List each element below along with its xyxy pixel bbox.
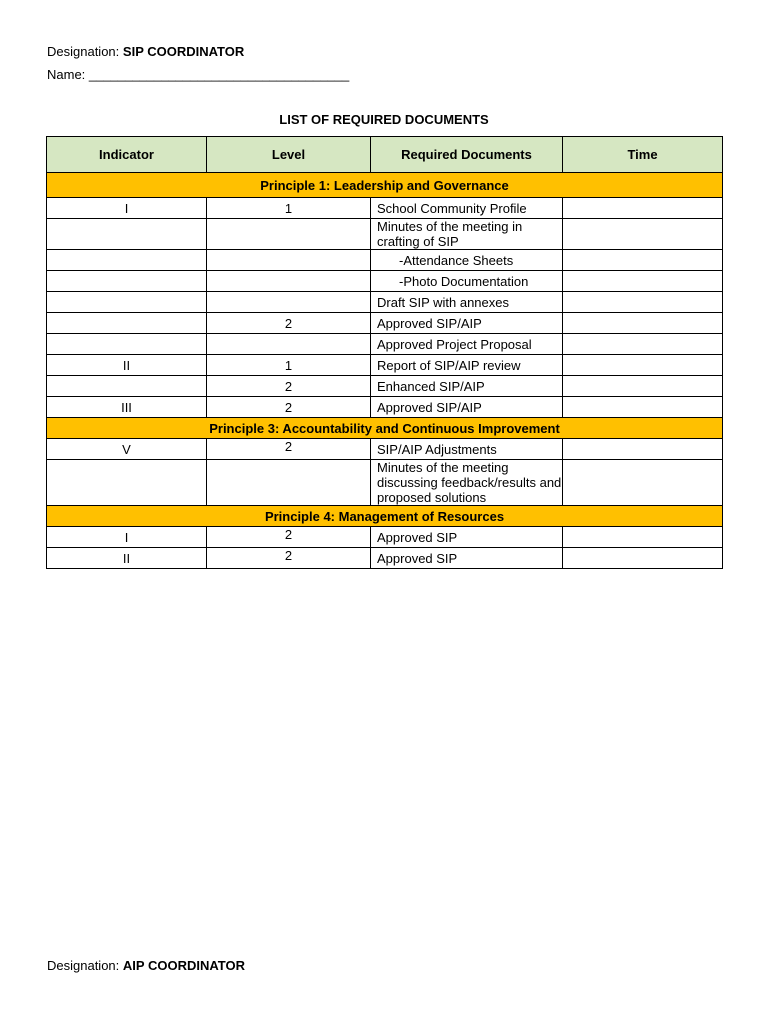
table-row <box>47 527 723 548</box>
indicator-cell <box>47 250 207 271</box>
indicator-cell <box>47 460 207 506</box>
indicator-cell <box>47 292 207 313</box>
indicator-cell <box>47 334 207 355</box>
table-row <box>47 271 723 292</box>
document-cell: Approved SIP/AIP <box>371 313 563 334</box>
document-cell: School Community Profile <box>371 198 563 219</box>
time-cell <box>563 250 723 271</box>
level-cell: 2 <box>207 439 371 460</box>
header-level: Level <box>207 137 371 173</box>
required-documents-table <box>46 136 723 569</box>
time-cell <box>563 271 723 292</box>
document-cell: Draft SIP with annexes <box>371 292 563 313</box>
level-cell <box>207 219 371 250</box>
table-row <box>47 292 723 313</box>
time-cell <box>563 439 723 460</box>
table-row <box>47 548 723 569</box>
document-cell: Approved SIP <box>371 527 563 548</box>
table-row <box>47 250 723 271</box>
indicator-cell: I <box>47 198 207 219</box>
time-cell <box>563 292 723 313</box>
document-cell: Minutes of the meeting discussing feedback/results and proposed solutions <box>371 460 563 506</box>
level-cell: 2 <box>207 548 371 569</box>
table-row <box>47 219 723 250</box>
table-row <box>47 460 723 506</box>
table-row <box>47 313 723 334</box>
footer-designation-line <box>47 958 245 973</box>
indicator-cell: III <box>47 397 207 418</box>
indicator-cell: II <box>47 355 207 376</box>
principle-row <box>47 506 723 527</box>
principle-4-heading: Principle 4: Management of Resources <box>47 506 723 527</box>
level-cell <box>207 334 371 355</box>
level-cell: 2 <box>207 397 371 418</box>
designation-value: SIP COORDINATOR <box>122 44 245 59</box>
document-cell: -Photo Documentation <box>371 271 563 292</box>
designation-value: AIP COORDINATOR <box>122 958 245 973</box>
time-cell <box>563 355 723 376</box>
time-cell <box>563 334 723 355</box>
time-cell <box>563 313 723 334</box>
table-row <box>47 198 723 219</box>
table-row <box>47 334 723 355</box>
table-row <box>47 397 723 418</box>
time-cell <box>563 219 723 250</box>
level-cell: 2 <box>207 527 371 548</box>
indicator-cell <box>47 376 207 397</box>
indicator-cell: II <box>47 548 207 569</box>
designation-line <box>47 44 244 59</box>
indicator-cell <box>47 271 207 292</box>
time-cell <box>563 548 723 569</box>
header-time: Time <box>563 137 723 173</box>
time-cell <box>563 397 723 418</box>
header-indicator: Indicator <box>47 137 207 173</box>
document-cell: -Attendance Sheets <box>371 250 563 271</box>
name-blank: ____________________________________ <box>88 67 350 82</box>
time-cell <box>563 198 723 219</box>
indicator-cell <box>47 219 207 250</box>
level-cell <box>207 460 371 506</box>
principle-3-heading: Principle 3: Accountability and Continuous Improvement <box>47 418 723 439</box>
document-cell: Approved SIP <box>371 548 563 569</box>
document-cell: Minutes of the meeting in crafting of SIP <box>371 219 563 250</box>
principle-1-heading: Principle 1: Leadership and Governance <box>47 173 723 198</box>
document-cell: Enhanced SIP/AIP <box>371 376 563 397</box>
indicator-cell <box>47 313 207 334</box>
table-row <box>47 376 723 397</box>
level-cell <box>207 292 371 313</box>
designation-label: Designation: <box>47 44 120 59</box>
principle-row <box>47 173 723 198</box>
document-cell: SIP/AIP Adjustments <box>371 439 563 460</box>
indicator-cell: V <box>47 439 207 460</box>
level-cell <box>207 271 371 292</box>
table-header-row <box>47 137 723 173</box>
level-cell: 2 <box>207 376 371 397</box>
document-cell: Approved Project Proposal <box>371 334 563 355</box>
designation-label: Designation: <box>47 958 120 973</box>
indicator-cell: I <box>47 527 207 548</box>
document-cell: Approved SIP/AIP <box>371 397 563 418</box>
level-cell <box>207 250 371 271</box>
time-cell <box>563 376 723 397</box>
time-cell <box>563 527 723 548</box>
time-cell <box>563 460 723 506</box>
level-cell: 1 <box>207 355 371 376</box>
table-row <box>47 355 723 376</box>
name-line <box>47 67 349 82</box>
document-cell: Report of SIP/AIP review <box>371 355 563 376</box>
name-label: Name: <box>47 67 86 82</box>
principle-row <box>47 418 723 439</box>
level-cell: 2 <box>207 313 371 334</box>
level-cell: 1 <box>207 198 371 219</box>
header-required-documents: Required Documents <box>371 137 563 173</box>
table-row <box>47 439 723 460</box>
document-title: LIST OF REQUIRED DOCUMENTS <box>279 112 489 127</box>
